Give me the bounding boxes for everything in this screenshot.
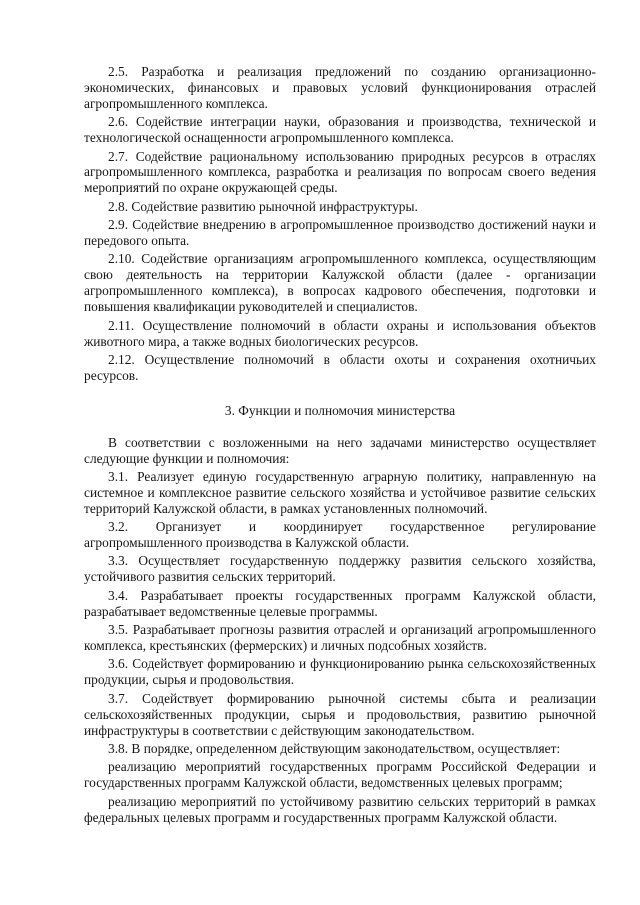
paragraph: 3.8. В порядке, определенном действующим законодательством, осуществляет: <box>108 740 561 756</box>
paragraph: 3.2. Организует и координирует государственное регулирование агропромышленного производства в Калужской области. <box>84 519 596 551</box>
section-2-paragraphs <box>84 64 596 384</box>
document-body <box>84 64 596 828</box>
paragraph: реализацию мероприятий государственных программ Российской Федерации и государственных программ Калужской области, ведомственных целевых программ; <box>84 759 596 791</box>
paragraph: 2.12. Осуществление полномочий в области охоты и сохранения охотничьих ресурсов. <box>84 351 596 383</box>
paragraph: 2.5. Разработка и реализация предложений по созданию организационно-экономических, финансовых и правовых условий функционирования отраслей агропромышленного комплекса. <box>84 64 596 111</box>
paragraph: 3.4. Разрабатывает проекты государственных программ Калужской области, разрабатывает ведомственные целевые программы. <box>84 587 596 619</box>
paragraph: 2.9. Содействие внедрению в агропромышленное производство достижений науки и передового опыта. <box>84 217 596 249</box>
paragraph: 2.10. Содействие организациям агропромышленного комплекса, осуществляющим свою деятельность на территории Калужской области (далее - организации агропромышленного комплекса), в вопросах кадрового обеспечения, подготовки и повышения квалификации руководителей и специалистов. <box>84 251 596 315</box>
paragraph: реализацию мероприятий по устойчивому развитию сельских территорий в рамках федеральных целевых программ и государственных программ Калужской области. <box>84 793 596 825</box>
paragraph: 3.6. Содействует формированию и функционированию рынка сельскохозяйственных продукции, сырья и продовольствия. <box>84 656 596 688</box>
paragraph: 2.11. Осуществление полномочий в области охраны и использования объектов животного мира, а также водных биологических ресурсов. <box>84 317 596 349</box>
paragraph: 3.5. Разрабатывает прогнозы развития отраслей и организаций агропромышленного комплекса, крестьянских (фермерских) и личных подсобных хозяйств. <box>84 622 596 653</box>
paragraph: 2.6. Содействие интеграции науки, образования и производства, технической и технологической оснащенности агропромышленного комплекса. <box>84 114 596 146</box>
paragraph: 2.7. Содействие рациональному использованию природных ресурсов в отраслях агропромышленного комплекса, разработка и реализация по вопросам своего ведения мероприятий по охране окружающей среды. <box>84 148 596 196</box>
section-heading: 3. Функции и полномочия министерства <box>224 402 456 418</box>
paragraph: 2.8. Содействие развитию рыночной инфраструктуры. <box>108 198 418 214</box>
paragraph: 3.1. Реализует единую государственную аграрную политику, направленную на системное и комплексное развитие сельского хозяйства и устойчивое развитие сельских территорий Калужской области, в рамках установленных полномочий. <box>84 468 596 516</box>
paragraph: 3.3. Осуществляет государственную поддержку развития сельского хозяйства, устойчивого развития сельских территорий. <box>84 553 596 585</box>
section-3-paragraphs <box>84 469 596 826</box>
section-intro: В соответствии с возложенными на него задачами министерство осуществляет следующие функции и полномочия: <box>84 434 596 466</box>
paragraph: 3.7. Содействует формированию рыночной системы сбыта и реализации сельскохозяйственных продукции, сырья и продовольствия, развитию рыночной инфраструктуры в соответствии с действующим законодательством. <box>84 690 596 738</box>
